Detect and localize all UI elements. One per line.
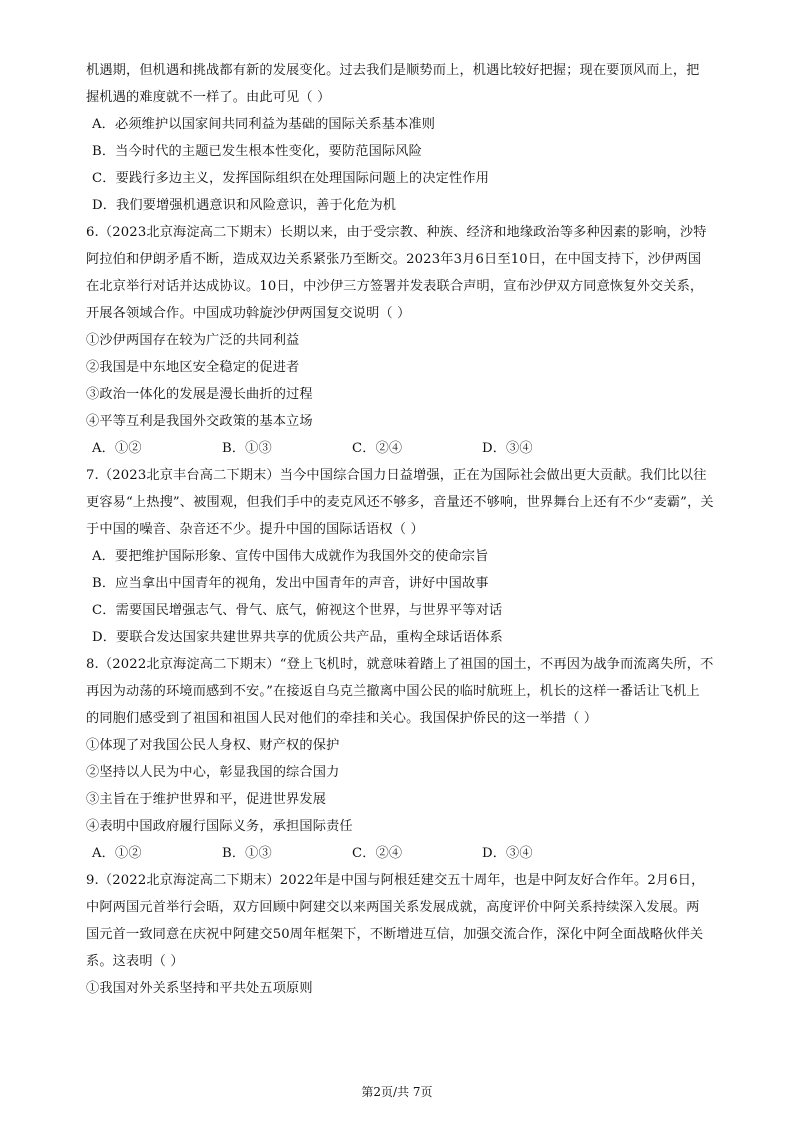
page-footer: 第2页/共 7页	[361, 1085, 433, 1099]
q6-stem-line: 开展各领域合作。中国成功斡旋沙伊两国复交说明（ ）	[86, 306, 411, 321]
q7-option-a: A．要把维护国际形象、宣传中国伟大成就作为我国外交的使命宗旨	[92, 549, 489, 564]
q5-option-a: A．必须维护以国家间共同利益为基础的国际关系基本准则	[92, 117, 436, 132]
q8-choice-c: C．②④	[352, 846, 403, 861]
q6-stem-line: 阿拉伯和伊朗矛盾不断，造成双边关系紧张乃至断交。2023年3月6日至10日，在中国支持下，沙伊两国	[86, 252, 702, 267]
q6-statement-1: ①沙伊两国存在较为广泛的共同利益	[86, 333, 300, 348]
q8-choices	[92, 845, 612, 863]
q8-stem-line: 再因为动荡的环境而感到不安。”在接返自乌克兰撤离中国公民的临时航班上，机长的这样一番话让飞机上	[86, 684, 700, 699]
q8-statement-1: ①体现了对我国公民人身权、财产权的保护	[86, 738, 340, 753]
q6-choice-a: A．①②	[92, 441, 142, 456]
q5-stem-line: 握机遇的难度就不一样了。由此可见（ ）	[86, 90, 331, 105]
q6-choices	[92, 440, 612, 458]
q6-statement-3: ③政治一体化的发展是漫长曲折的过程	[86, 387, 313, 402]
q6-stem-line: 6.（2023北京海淀高二下期末）长期以来，由于受宗教、种族、经济和地缘政治等多种因素的影响，沙特	[86, 225, 707, 240]
q6-stem-line: 在北京举行对话并达成协议。10日，中沙伊三方签署并发表联合声明，宣布沙伊双方同意恢复外交关系，	[86, 279, 704, 294]
q5-option-d: D．我们要增强机遇意识和风险意识，善于化危为机	[92, 198, 397, 213]
q7-stem-line: 于中国的噪音、杂音还不少。提升中国的国际话语权（ ）	[86, 522, 424, 537]
q5-stem-line: 机遇期，但机遇和挑战都有新的发展变化。过去我们是顺势而上，机遇比较好把握；现在要顶风而上，把	[86, 63, 700, 78]
q6-statement-2: ②我国是中东地区安全稳定的促进者	[86, 360, 300, 375]
q9-stem-line: 系。这表明（ ）	[86, 954, 184, 969]
q7-option-b: B．应当拿出中国青年的视角，发出中国青年的声音，讲好中国故事	[92, 576, 489, 591]
q9-stem-line: 9.（2022北京海淀高二下期末）2022年是中国与阿根廷建交五十周年，也是中阿友好合作年。2月6日，	[86, 873, 705, 888]
q9-stem-line: 国元首一致同意在庆祝中阿建交50周年框架下，不断增进互信，加强交流合作，深化中阿全面战略伙伴关	[86, 927, 704, 942]
q8-statement-4: ④表明中国政府履行国际义务，承担国际责任	[86, 819, 353, 834]
q9-stem-line: 中阿两国元首举行会晤，双方回顾中阿建交以来两国关系发展成就，高度评价中阿关系持续深入发展。两	[86, 900, 700, 915]
q7-option-d: D．要联合发达国家共建世界共享的优质公共产品，重构全球话语体系	[92, 630, 503, 645]
q8-statement-3: ③主旨在于维护世界和平，促进世界发展	[86, 792, 327, 807]
q8-choice-d: D．③④	[482, 846, 533, 861]
q7-stem-line: 7.（2023北京丰台高二下期末）当今中国综合国力日益增强，正在为国际社会做出更大贡献。我们比以往	[86, 468, 707, 483]
q6-choice-c: C．②④	[352, 441, 403, 456]
q6-statement-4: ④平等互利是我国外交政策的基本立场	[86, 414, 313, 429]
q6-choice-d: D．③④	[482, 441, 533, 456]
q8-choice-a: A．①②	[92, 846, 142, 861]
q8-stem-line: 8.（2022北京海淀高二下期末）“登上飞机时，就意味着踏上了祖国的国土，不再因为战争而流离失所，不	[86, 657, 714, 672]
q6-choice-b: B．①③	[222, 441, 272, 456]
q5-option-c: C．要践行多边主义，发挥国际组织在处理国际问题上的决定性作用	[92, 171, 490, 186]
q9-statement-1: ①我国对外关系坚持和平共处五项原则	[86, 981, 313, 996]
q8-choice-b: B．①③	[222, 846, 272, 861]
q5-option-b: B．当今时代的主题已发生根本性变化，要防范国际风险	[92, 144, 422, 159]
q7-stem-line: 更容易“上热搜”、被围观，但我们手中的麦克风还不够多，音量还不够响，世界舞台上还有不少“麦霸”，关	[86, 495, 714, 510]
q8-stem-line: 的同胞们感受到了祖国和祖国人民对他们的牵挂和关心。我国保护侨民的这一举措（ ）	[86, 711, 598, 726]
q8-statement-2: ②坚持以人民为中心，彰显我国的综合国力	[86, 765, 340, 780]
q7-option-c: C．需要国民增强志气、骨气、底气，俯视这个世界，与世界平等对话	[92, 603, 503, 618]
